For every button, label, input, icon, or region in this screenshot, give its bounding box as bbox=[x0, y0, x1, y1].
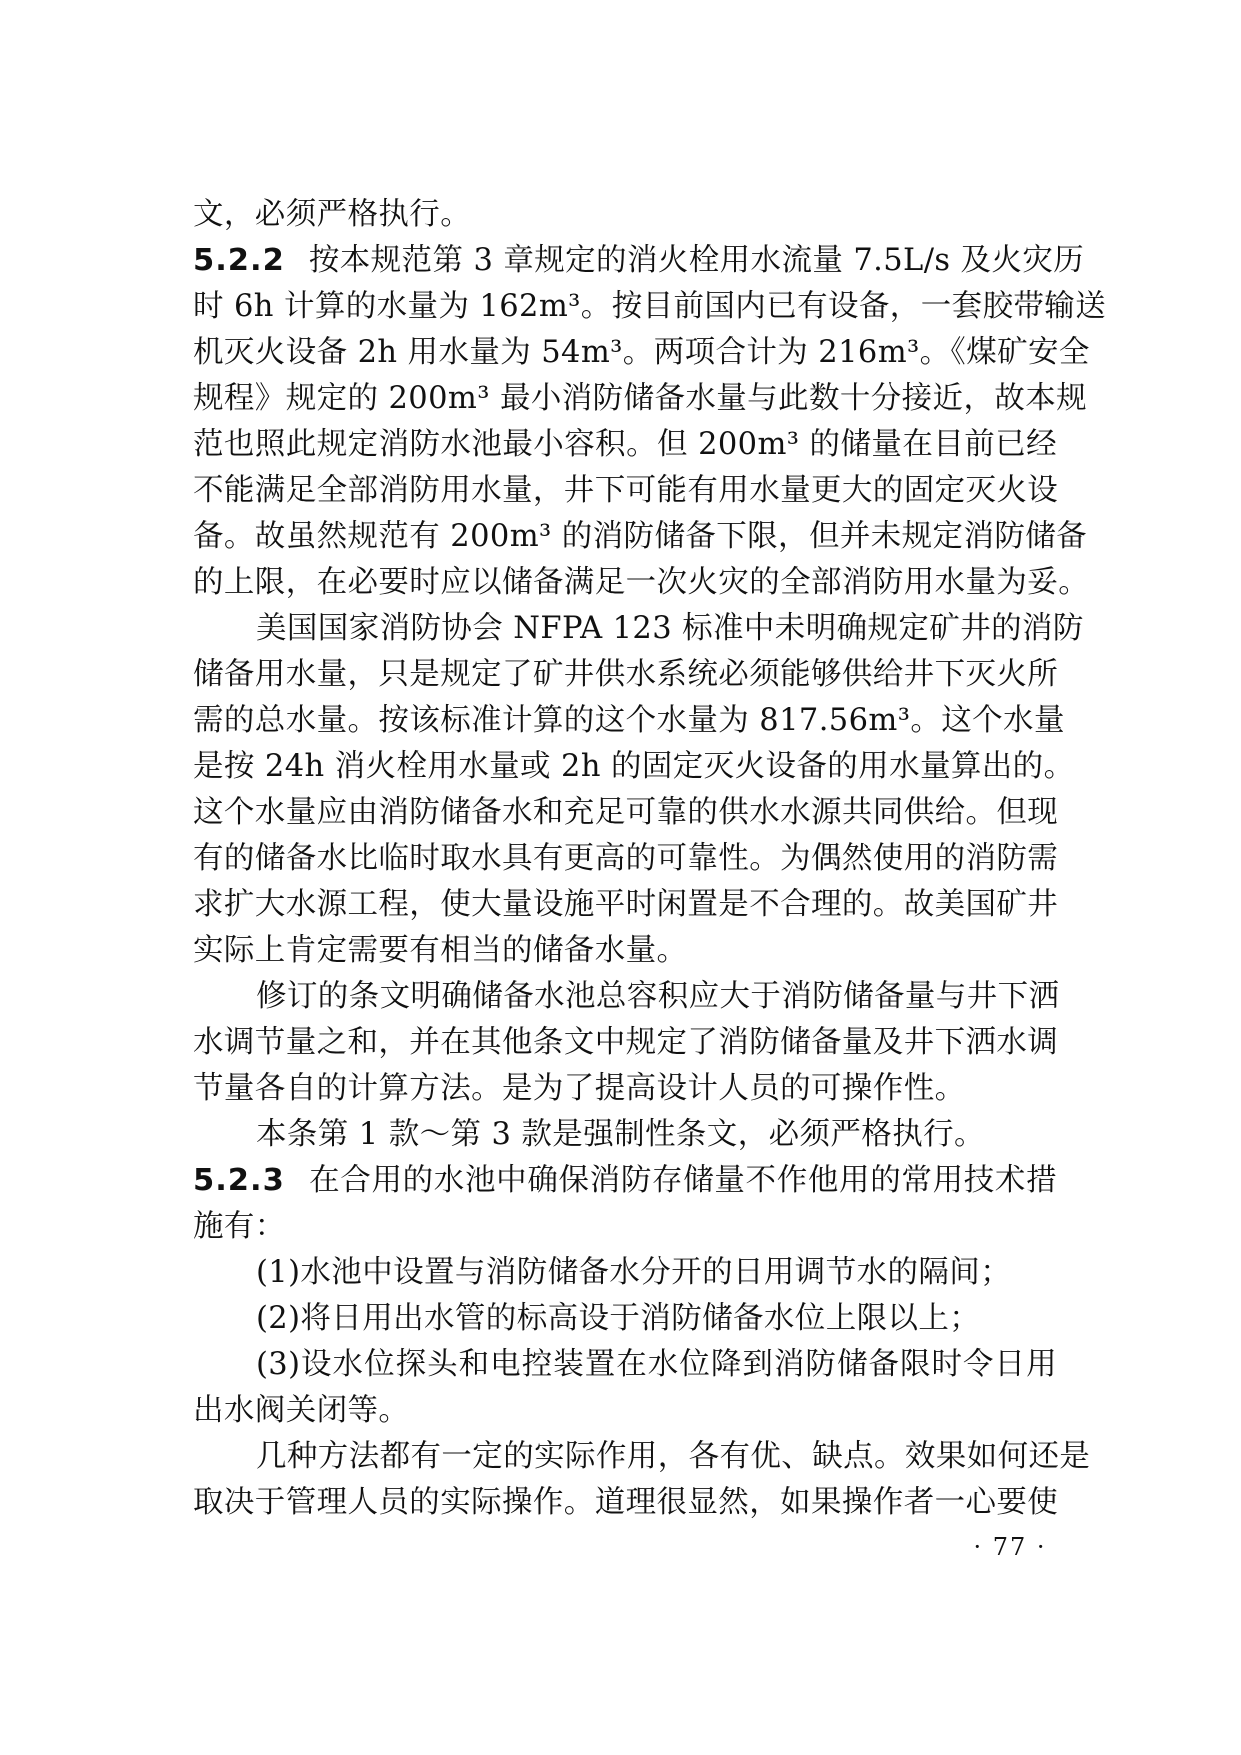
text-line bbox=[193, 698, 1065, 744]
text-line bbox=[193, 836, 1057, 882]
line-text: 节量各自的计算方法。是为了提高设计人员的可操作性。 bbox=[193, 1071, 966, 1106]
line-text: 修订的条文明确储备水池总容积应大于消防储备量与井下洒 bbox=[256, 979, 1060, 1014]
line-text: 是按 24h 消火栓用水量或 2h 的固定灭火设备的用水量算出的。 bbox=[193, 749, 1075, 784]
line-text: (2)将日用出水管的标高设于消防储备水位上限以上； bbox=[256, 1301, 981, 1336]
text-line bbox=[193, 192, 1057, 238]
line-text: 的上限，在必要时应以储备满足一次火灾的全部消防用水量为妥。 bbox=[193, 565, 1090, 600]
text-line bbox=[256, 1296, 1057, 1342]
line-text: 求扩大水源工程，使大量设施平时闲置是不合理的。故美国矿井 bbox=[193, 887, 1059, 922]
line-text: 时 6h 计算的水量为 162m³。按目前国内已有设备，一套胶带输送 bbox=[193, 289, 1107, 324]
text-line bbox=[256, 1342, 1057, 1388]
line-text: 几种方法都有一定的实际作用，各有优、缺点。效果如何还是 bbox=[256, 1439, 1091, 1474]
text-line bbox=[193, 1158, 1057, 1204]
line-text: 按本规范第 3 章规定的消火栓用水流量 7.5L/s 及火灾历 bbox=[308, 243, 1085, 278]
text-line bbox=[193, 376, 1088, 422]
line-text: 在合用的水池中确保消防存储量不作他用的常用技术措 bbox=[308, 1163, 1057, 1198]
text-line bbox=[193, 744, 1075, 790]
line-text: 备。故虽然规范有 200m³ 的消防储备下限，但并未规定消防储备 bbox=[193, 519, 1088, 554]
text-line bbox=[193, 514, 1088, 560]
text-line bbox=[193, 284, 1107, 330]
line-text: 实际上肯定需要有相当的储备水量。 bbox=[193, 933, 688, 968]
line-text: 水调节量之和，并在其他条文中规定了消防储备量及井下洒水调 bbox=[193, 1025, 1059, 1060]
text-line bbox=[193, 1204, 1057, 1250]
line-text: (3)设水位探头和电控装置在水位降到消防储备限时令日用 bbox=[256, 1347, 1057, 1382]
line-text: 范也照此规定消防水池最小容积。但 200m³ 的储量在目前已经 bbox=[193, 427, 1057, 462]
text-line bbox=[193, 1066, 1057, 1112]
text-line bbox=[256, 1112, 1057, 1158]
line-text: 有的储备水比临时取水具有更高的可靠性。为偶然使用的消防需 bbox=[193, 841, 1059, 876]
line-text: 机灭火设备 2h 用水量为 54m³。两项合计为 216m³。《煤矿安全 bbox=[193, 335, 1090, 370]
text-line bbox=[256, 974, 1060, 1020]
line-text: 施有： bbox=[193, 1209, 286, 1244]
text-line bbox=[193, 928, 1057, 974]
text-line bbox=[256, 606, 1084, 652]
line-text: 需的总水量。按该标准计算的这个水量为 817.56m³。这个水量 bbox=[193, 703, 1065, 738]
page-number: · 77 · bbox=[973, 1533, 1047, 1561]
line-text: 这个水量应由消防储备水和充足可靠的供水水源共同供给。但现 bbox=[193, 795, 1059, 830]
line-text: 美国国家消防协会 NFPA 123 标准中未明确规定矿井的消防 bbox=[256, 611, 1084, 646]
line-text: 储备用水量，只是规定了矿井供水系统必须能够供给井下灭火所 bbox=[193, 657, 1059, 692]
text-line bbox=[193, 560, 1090, 606]
line-text: 取决于管理人员的实际操作。道理很显然，如果操作者一心要使 bbox=[193, 1485, 1059, 1520]
text-line bbox=[193, 652, 1057, 698]
text-line bbox=[193, 1480, 1057, 1526]
text-line bbox=[193, 238, 1085, 284]
text-line bbox=[193, 790, 1057, 836]
text-line bbox=[193, 1388, 1057, 1434]
text-line bbox=[193, 468, 1057, 514]
section-number: 5.2.3 bbox=[193, 1163, 285, 1198]
line-text: 出水阀关闭等。 bbox=[193, 1393, 410, 1428]
line-text: 规程》规定的 200m³ 最小消防储备水量与此数十分接近，故本规 bbox=[193, 381, 1088, 416]
text-line bbox=[193, 330, 1090, 376]
line-text: 文，必须严格执行。 bbox=[193, 197, 472, 232]
line-text: 不能满足全部消防用水量，井下可能有用水量更大的固定灭火设 bbox=[193, 473, 1059, 508]
section-number: 5.2.2 bbox=[193, 243, 285, 278]
text-line bbox=[193, 1020, 1057, 1066]
text-line bbox=[193, 882, 1057, 928]
line-text: 本条第 1 款～第 3 款是强制性条文，必须严格执行。 bbox=[256, 1117, 985, 1152]
text-line bbox=[256, 1250, 1057, 1296]
text-line bbox=[256, 1434, 1091, 1480]
text-line bbox=[193, 422, 1057, 468]
line-text: (1)水池中设置与消防储备水分开的日用调节水的隔间； bbox=[256, 1255, 1012, 1290]
